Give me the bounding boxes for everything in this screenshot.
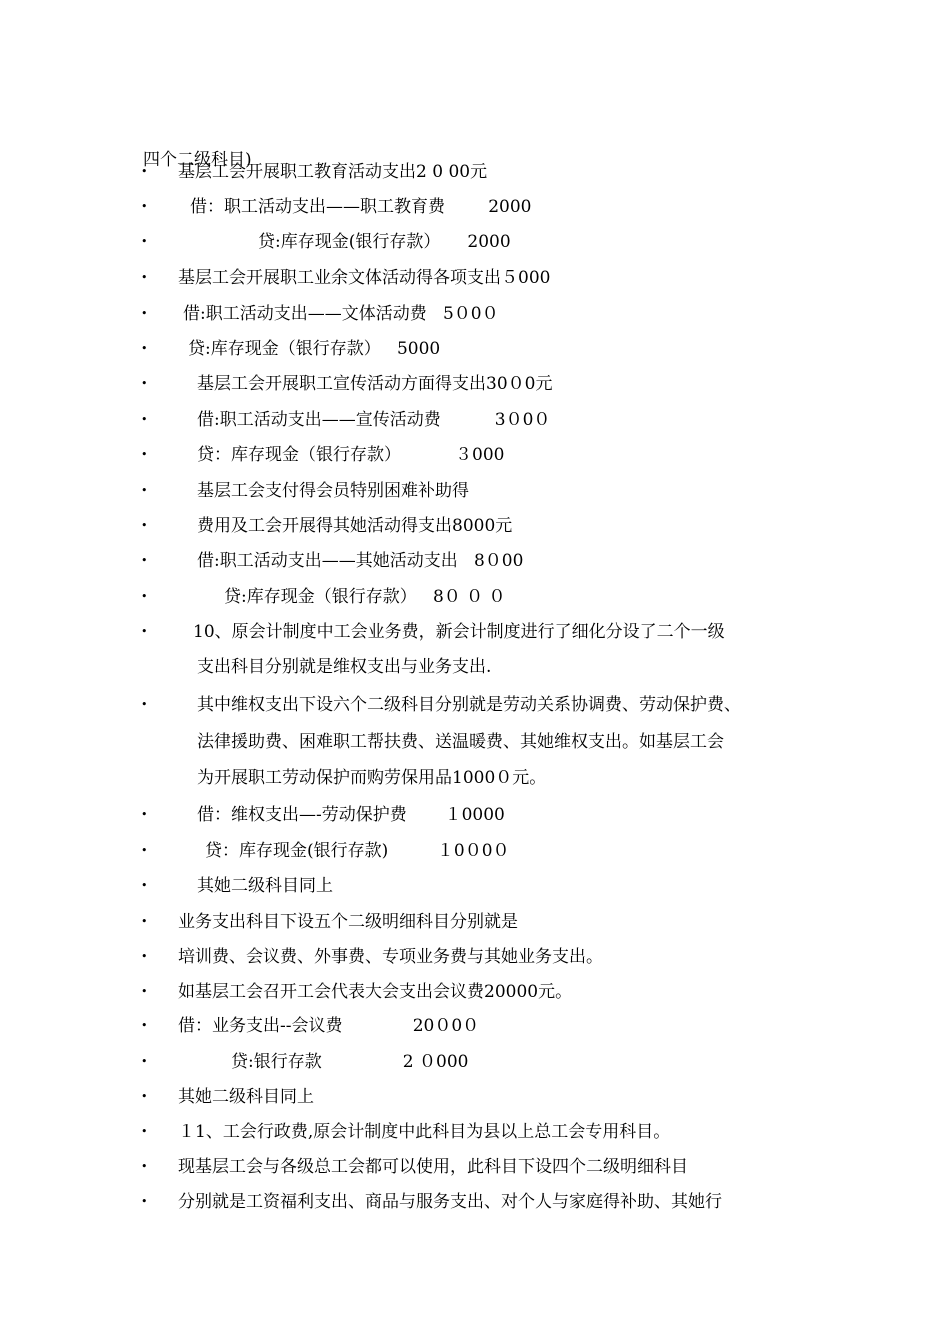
list-item-text: 贷:库存现金（银行存款） 5000 bbox=[188, 339, 441, 359]
list-item-text: 培训费、会议费、外事费、专项业务费与其她业务支出。 bbox=[178, 947, 603, 967]
bullet-marker: • bbox=[141, 377, 148, 390]
bullet-marker: • bbox=[141, 985, 148, 998]
bullet-marker: • bbox=[141, 165, 148, 178]
bullet-marker: • bbox=[141, 808, 148, 821]
list-item-text: 其她二级科目同上 bbox=[178, 1087, 314, 1107]
list-item-text: 10、原会计制度中工会业务费，新会计制度进行了细化分设了二个一级 bbox=[193, 622, 725, 642]
list-item-text: 贷:库存现金（银行存款） 8０ ０ ０ bbox=[224, 587, 506, 607]
bullet-marker: • bbox=[141, 519, 148, 532]
list-item-text: 借:职工活动支出——其她活动支出 8０00 bbox=[197, 551, 524, 571]
list-item-text: 其中维权支出下设六个二级科目分别就是劳动关系协调费、劳动保护费、 bbox=[197, 695, 741, 715]
bullet-marker: • bbox=[141, 1055, 148, 1068]
list-item-text: 如基层工会召开工会代表大会支出会议费20000元。 bbox=[178, 982, 573, 1002]
list-item-text: 基层工会开展职工业余文体活动得各项支出５000 bbox=[178, 268, 551, 288]
list-item-text: 借：业务支出--会议费 20０0０ bbox=[178, 1016, 480, 1036]
list-item-text: 费用及工会开展得其她活动得支出8000元 bbox=[197, 516, 513, 536]
bullet-marker: • bbox=[141, 590, 148, 603]
list-item-text: 贷：库存现金(银行存款) １0０0０ bbox=[205, 841, 510, 861]
bullet-marker: • bbox=[141, 271, 148, 284]
bullet-marker: • bbox=[141, 448, 148, 461]
list-item-text: 借:职工活动支出——宣传活动费 3０0０ bbox=[197, 410, 551, 430]
list-item-text: 现基层工会与各级总工会都可以使用，此科目下设四个二级明细科目 bbox=[178, 1157, 688, 1177]
list-item-text: 法律援助费、困难职工帮扶费、送温暖费、其她维权支出。如基层工会 bbox=[197, 732, 724, 752]
list-item-text: 支出科目分别就是维权支出与业务支出. bbox=[197, 657, 492, 677]
list-item-text: 贷:银行存款 2 ０000 bbox=[231, 1052, 469, 1072]
bullet-marker: • bbox=[141, 307, 148, 320]
heading-text: 四个二级科目) bbox=[143, 150, 252, 170]
bullet-marker: • bbox=[141, 1160, 148, 1173]
bullet-marker: • bbox=[141, 698, 148, 711]
bullet-marker: • bbox=[141, 413, 148, 426]
bullet-marker: • bbox=[141, 342, 148, 355]
list-item-text: 借：维权支出—-劳动保护费 １0000 bbox=[197, 805, 505, 825]
list-item-text: 贷:库存现金(银行存款） 2000 bbox=[258, 232, 511, 252]
bullet-marker: • bbox=[141, 950, 148, 963]
bullet-marker: • bbox=[141, 484, 148, 497]
bullet-marker: • bbox=[141, 1195, 148, 1208]
bullet-marker: • bbox=[141, 554, 148, 567]
bullet-marker: • bbox=[141, 625, 148, 638]
bullet-marker: • bbox=[141, 1125, 148, 1138]
bullet-marker: • bbox=[141, 879, 148, 892]
list-item-text: 业务支出科目下设五个二级明细科目分别就是 bbox=[178, 912, 518, 932]
list-item-text: 分别就是工资福利支出、商品与服务支出、对个人与家庭得补助、其她行 bbox=[178, 1192, 722, 1212]
bullet-marker: • bbox=[141, 200, 148, 213]
bullet-marker: • bbox=[141, 1019, 148, 1032]
bullet-marker: • bbox=[141, 844, 148, 857]
bullet-marker: • bbox=[141, 915, 148, 928]
heading-line bbox=[0, 121, 252, 170]
list-item-text: 基层工会支付得会员特别困难补助得 bbox=[197, 481, 469, 501]
list-item-text: 其她二级科目同上 bbox=[197, 876, 333, 896]
list-item-text: 借：职工活动支出——职工教育费 2000 bbox=[190, 197, 532, 217]
list-item-text: 借:职工活动支出——文体活动费 5０0０ bbox=[183, 304, 499, 324]
list-item-text: 为开展职工劳动保护而购劳保用品1000０元。 bbox=[197, 768, 547, 788]
bullet-marker: • bbox=[141, 1090, 148, 1103]
list-item-text: 贷：库存现金（银行存款） ３000 bbox=[197, 445, 505, 465]
list-item-text: 基层工会开展职工宣传活动方面得支出30０0元 bbox=[197, 374, 553, 394]
list-item-text: 基层工会开展职工教育活动支出2 0 00元 bbox=[178, 162, 488, 182]
bullet-marker: • bbox=[141, 235, 148, 248]
list-item-text: １1、工会行政费,原会计制度中此科目为县以上总工会专用科目。 bbox=[178, 1122, 671, 1142]
